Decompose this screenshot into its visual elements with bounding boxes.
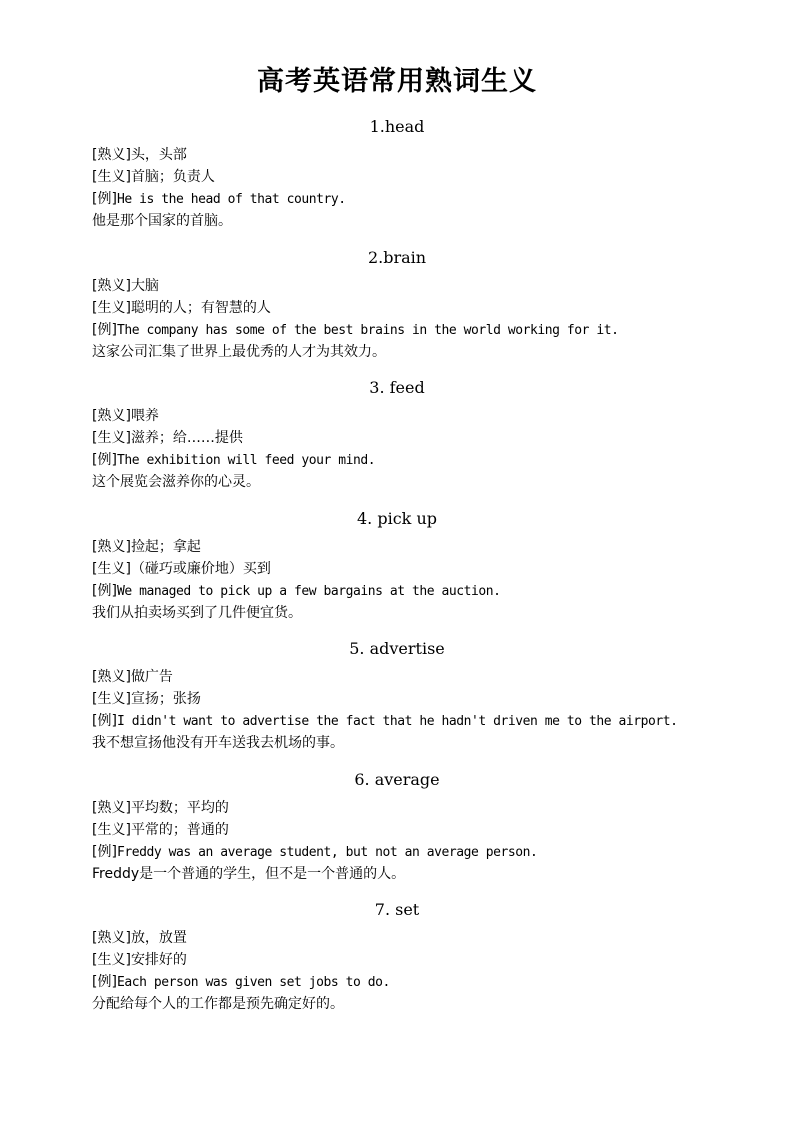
entry-advertise — [92, 636, 742, 767]
familiar-meaning — [92, 144, 742, 166]
familiar-meaning — [92, 666, 742, 688]
example-label: [例] — [92, 582, 117, 599]
example-translation: 这家公司汇集了世界上最优秀的人才为其效力。 — [92, 343, 386, 360]
new-label: [生义] — [92, 952, 131, 968]
example-translation: 我不想宣扬他没有开车送我去机场的事。 — [92, 735, 344, 751]
familiar-text: 做广告 — [130, 669, 173, 685]
page-title: 高考英语常用熟词生义 — [257, 66, 537, 97]
new-meaning — [92, 558, 742, 580]
new-text: 滋养；给……提供 — [130, 430, 243, 446]
example-sentence — [92, 319, 742, 341]
new-text: 平常的；普通的 — [130, 821, 229, 838]
example-translation: Freddy是一个普通的学生，但不是一个普通的人。 — [92, 865, 406, 882]
example-sentence — [92, 580, 742, 602]
entry-pick-up — [92, 506, 742, 637]
example-label: [例] — [92, 713, 117, 729]
entry-headword: 4. pick up — [357, 508, 437, 528]
entry-headword: 7. set — [374, 900, 420, 919]
entry-list — [92, 114, 742, 1028]
entry-headword: 2.brain — [367, 247, 427, 267]
familiar-meaning — [92, 797, 742, 819]
familiar-text: 喂养 — [130, 408, 159, 424]
example-text: Each person was given set jobs to do. — [116, 975, 390, 990]
familiar-label: [熟义] — [92, 277, 131, 294]
new-text: （碰巧或廉价地）买到 — [130, 560, 271, 577]
familiar-meaning — [92, 927, 742, 949]
new-meaning — [92, 297, 742, 319]
new-label: [生义] — [92, 560, 131, 577]
familiar-meaning — [92, 405, 742, 427]
familiar-meaning — [92, 536, 742, 558]
entry-brain — [92, 245, 742, 376]
example-text: Freddy was an average student, but not an average person. — [116, 844, 538, 860]
new-label: [生义] — [92, 691, 131, 707]
familiar-label: [熟义] — [92, 538, 131, 555]
new-meaning — [92, 819, 742, 841]
new-text: 聪明的人；有智慧的人 — [130, 299, 271, 316]
example-sentence — [92, 710, 742, 732]
familiar-label: [熟义] — [92, 669, 131, 685]
example-text: We managed to pick up a few bargains at the auction. — [116, 583, 501, 599]
example-label: [例] — [92, 452, 117, 468]
example-sentence — [92, 449, 742, 471]
new-label: [生义] — [92, 169, 131, 185]
example-translation: 分配给每个人的工作都是预先确定好的。 — [92, 996, 344, 1012]
entry-head — [92, 114, 742, 245]
example-label: [例] — [92, 321, 117, 338]
example-sentence — [92, 188, 742, 210]
new-meaning — [92, 688, 742, 710]
example-text: I didn't want to advertise the fact that he hadn't driven me to the airport. — [116, 714, 678, 729]
familiar-label: [熟义] — [92, 799, 131, 816]
entry-feed — [92, 375, 742, 506]
new-text: 首脑；负责人 — [130, 169, 215, 185]
familiar-text: 平均数；平均的 — [130, 799, 229, 816]
example-sentence — [92, 971, 742, 993]
example-text: The exhibition will feed your mind. — [116, 453, 376, 468]
familiar-text: 捡起；拿起 — [130, 538, 201, 555]
example-text: He is the head of that country. — [116, 192, 346, 207]
example-label: [例] — [92, 191, 117, 207]
familiar-label: [熟义] — [92, 408, 131, 424]
familiar-label: [熟义] — [92, 930, 131, 946]
familiar-meaning — [92, 275, 742, 297]
new-label: [生义] — [92, 430, 131, 446]
entry-headword: 3. feed — [369, 378, 425, 397]
example-text: The company has some of the best brains in the world working for it. — [116, 322, 619, 338]
new-label: [生义] — [92, 299, 131, 316]
example-sentence — [92, 841, 742, 863]
example-label: [例] — [92, 843, 117, 860]
new-text: 宣扬；张扬 — [130, 691, 201, 707]
familiar-label: [熟义] — [92, 147, 131, 163]
example-translation: 我们从拍卖场买到了几件便宜货。 — [92, 604, 302, 621]
entry-headword: 1.head — [369, 117, 425, 136]
new-meaning — [92, 427, 742, 449]
new-label: [生义] — [92, 821, 131, 838]
familiar-text: 放，放置 — [130, 930, 187, 946]
example-label: [例] — [92, 974, 117, 990]
new-meaning — [92, 166, 742, 188]
entry-set — [92, 897, 742, 1028]
example-translation: 他是那个国家的首脑。 — [92, 213, 232, 229]
new-text: 安排好的 — [130, 952, 187, 968]
entry-headword: 5. advertise — [349, 639, 445, 658]
familiar-text: 头，头部 — [130, 147, 187, 163]
familiar-text: 大脑 — [130, 277, 159, 294]
new-meaning — [92, 949, 742, 971]
example-translation: 这个展览会滋养你的心灵。 — [92, 474, 260, 490]
entry-headword: 6. average — [354, 769, 440, 789]
entry-average — [92, 767, 742, 898]
